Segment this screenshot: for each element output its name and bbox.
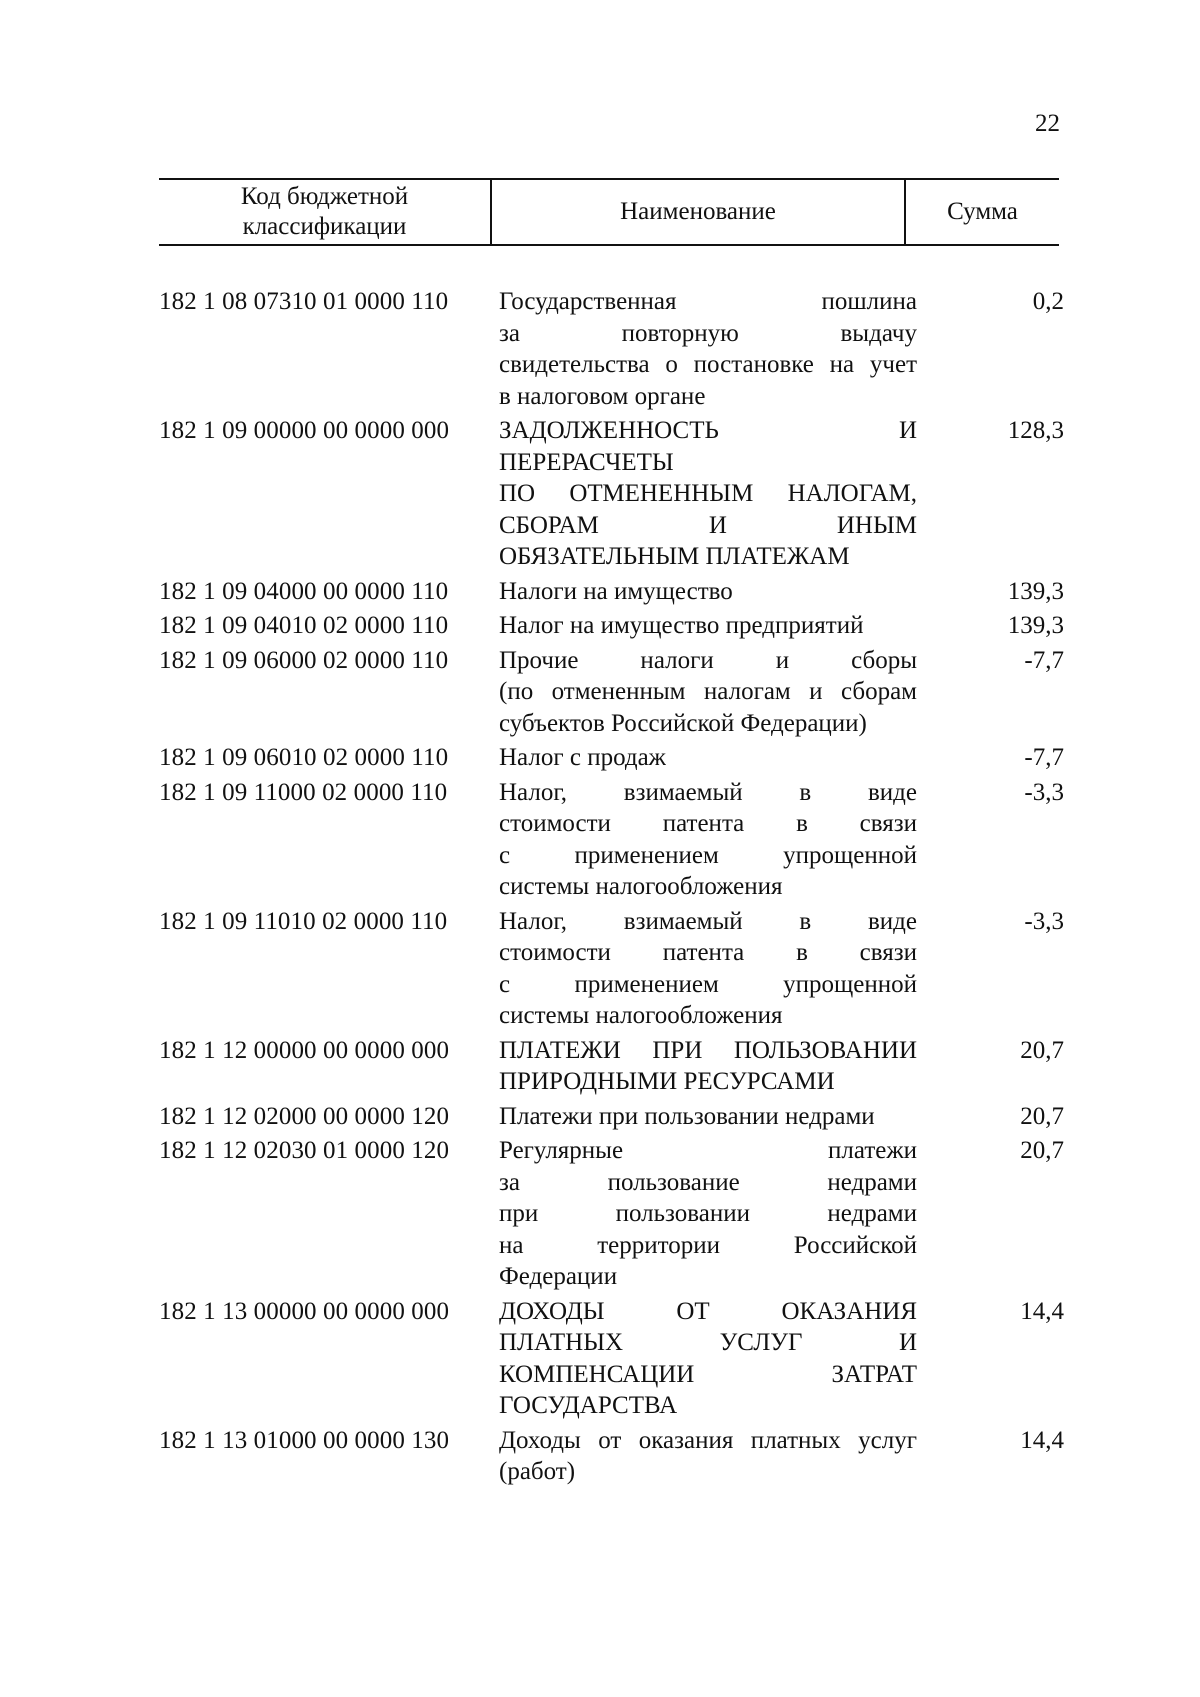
row-name	[499, 1135, 917, 1293]
table-row	[159, 286, 1064, 412]
row-code: 182 1 08 07310 01 0000 110	[159, 288, 449, 315]
row-name-line: Федерации	[499, 1263, 618, 1290]
row-code: 182 1 12 02030 01 0000 120	[159, 1137, 450, 1164]
row-sum: -3,3	[1024, 778, 1064, 806]
row-name-line: стоимости патента в связи	[499, 810, 917, 837]
row-name-line: при пользовании недрами	[499, 1200, 917, 1227]
row-name-line: системы налогообложения	[499, 873, 783, 900]
table-header	[159, 178, 1059, 246]
row-code: 182 1 13 01000 00 0000 130	[159, 1426, 450, 1454]
row-name	[499, 1101, 917, 1133]
header-sum: Сумма	[947, 198, 1018, 225]
row-name-line: Налог с продаж	[499, 744, 666, 771]
row-name-line: Государственная пошлина	[499, 288, 917, 315]
table-row	[159, 1035, 1064, 1098]
row-sum: 14,4	[1020, 1297, 1064, 1325]
row-name-line: ГОСУДАРСТВА	[499, 1392, 678, 1419]
row-name-line: ПО ОТМЕНЕННЫМ НАЛОГАМ,	[499, 480, 917, 507]
row-code: 182 1 09 11000 02 0000 110	[159, 778, 448, 806]
row-sum: 20,7	[1020, 1102, 1064, 1130]
table-row	[159, 610, 1064, 642]
header-code: Код бюджетной классификации	[240, 183, 409, 240]
row-sum: 139,3	[1007, 577, 1064, 605]
row-name-line: ЗАДОЛЖЕННОСТЬ И	[499, 417, 917, 444]
row-name-line: ДОХОДЫ ОТ ОКАЗАНИЯ	[499, 1297, 917, 1325]
row-name	[499, 1296, 917, 1422]
row-name-line: СБОРАМ И ИНЫМ	[499, 511, 917, 539]
row-name	[499, 742, 917, 774]
row-name	[499, 610, 917, 642]
row-sum: 14,4	[1020, 1426, 1064, 1454]
row-sum: 0,2	[1032, 288, 1064, 315]
row-name-line: Налог на имущество предприятий	[499, 612, 864, 639]
row-name-line: КОМПЕНСАЦИИ ЗАТРАТ	[499, 1360, 917, 1388]
row-name	[499, 1035, 917, 1098]
row-name-line: Налог, взимаемый в виде	[499, 778, 917, 806]
table-body	[159, 286, 1064, 1488]
row-code: 182 1 13 00000 00 0000 000	[159, 1297, 450, 1325]
row-name-line: на территории Российской	[499, 1231, 917, 1259]
table-row	[159, 1296, 1064, 1422]
header-name: Наименование	[490, 180, 906, 244]
row-name-line: ПЛАТНЫХ УСЛУГ И	[499, 1329, 917, 1356]
row-name-line: ОБЯЗАТЕЛЬНЫМ ПЛАТЕЖАМ	[499, 543, 850, 570]
row-name-line: свидетельства о постановке на учет	[499, 351, 917, 378]
row-code: 182 1 09 00000 00 0000 000	[159, 417, 450, 444]
table-row	[159, 906, 1064, 1032]
row-name-line: за повторную выдачу	[499, 319, 917, 347]
row-code: 182 1 12 02000 00 0000 120	[159, 1102, 450, 1130]
row-name-line: за пользование недрами	[499, 1168, 917, 1196]
row-name-line: ПЕРЕРАСЧЕТЫ	[499, 448, 674, 476]
row-name	[499, 1425, 917, 1488]
row-name-line: ПЛАТЕЖИ ПРИ ПОЛЬЗОВАНИИ	[499, 1036, 917, 1064]
row-sum: 139,3	[1007, 612, 1064, 639]
row-name-line: системы налогообложения	[499, 1002, 783, 1029]
row-name	[499, 645, 917, 740]
row-sum: 20,7	[1020, 1036, 1064, 1064]
row-name-line: ПРИРОДНЫМИ РЕСУРСАМИ	[499, 1068, 835, 1095]
row-name-line: Налоги на имущество	[499, 577, 733, 605]
row-name	[499, 777, 917, 903]
row-name-line: Регулярные платежи	[499, 1137, 917, 1164]
row-name	[499, 576, 917, 608]
row-code: 182 1 09 04010 02 0000 110	[159, 612, 449, 639]
row-sum: 20,7	[1020, 1137, 1064, 1164]
row-name-line: Платежи при пользовании недрами	[499, 1102, 875, 1130]
row-name	[499, 906, 917, 1032]
row-sum: -7,7	[1024, 646, 1064, 674]
row-name-line: Прочие налоги и сборы	[499, 646, 917, 674]
row-sum: -3,3	[1024, 907, 1064, 935]
table-row	[159, 415, 1064, 573]
row-name-line: стоимости патента в связи	[499, 939, 917, 966]
row-code: 182 1 09 06000 02 0000 110	[159, 646, 449, 674]
row-name-line: (работ)	[499, 1458, 576, 1485]
table-row	[159, 1101, 1064, 1133]
table-row	[159, 1135, 1064, 1293]
table-row	[159, 645, 1064, 740]
table-row	[159, 1425, 1064, 1488]
table-row	[159, 576, 1064, 608]
row-name-line: в налоговом органе	[499, 382, 706, 410]
row-name-line: субъектов Российской Федерации)	[499, 709, 867, 737]
table-row	[159, 777, 1064, 903]
table-row	[159, 742, 1064, 774]
row-sum: -7,7	[1024, 744, 1064, 771]
row-code: 182 1 12 00000 00 0000 000	[159, 1036, 450, 1064]
row-name-line: с применением упрощенной	[499, 841, 917, 869]
row-name-line: Доходы от оказания платных услуг	[499, 1426, 917, 1454]
row-name	[499, 286, 917, 412]
row-name-line: Налог, взимаемый в виде	[499, 907, 917, 935]
row-code: 182 1 09 06010 02 0000 110	[159, 744, 449, 771]
row-code: 182 1 09 11010 02 0000 110	[159, 907, 448, 935]
page-number: 22	[1035, 110, 1060, 137]
row-name-line: с применением упрощенной	[499, 970, 917, 998]
row-name-line: (по отмененным налогам и сборам	[499, 678, 917, 705]
row-sum: 128,3	[1007, 417, 1064, 444]
row-code: 182 1 09 04000 00 0000 110	[159, 577, 449, 605]
row-name	[499, 415, 917, 573]
